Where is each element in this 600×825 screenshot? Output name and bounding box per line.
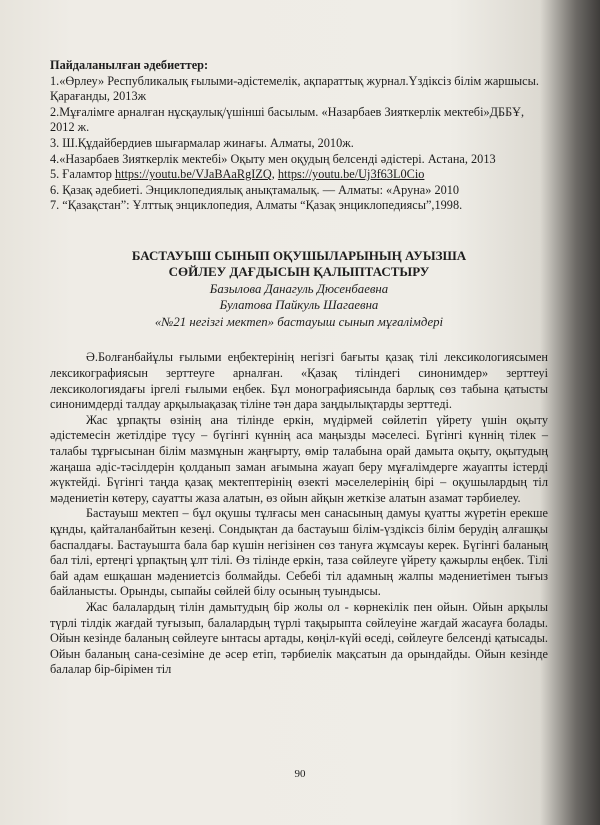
article-body xyxy=(50,350,548,677)
reference-item xyxy=(50,167,548,183)
author-name: Базылова Данагуль Дюсенбаевна xyxy=(209,281,389,296)
author-name: Булатова Пайкуль Шагаевна xyxy=(219,298,379,313)
article-title-line: СӨЙЛЕУ ДАҒДЫСЫН ҚАЛЫПТАСТЫРУ xyxy=(168,264,430,280)
reference-item: 6. Қазақ әдебиеті. Энциклопедиялық анықтамалық. — Алматы: «Аруна» 2010 xyxy=(50,182,460,197)
page-number: 90 xyxy=(294,768,306,780)
article-header xyxy=(50,248,548,331)
reference-item: 3. Ш.Құдайбердиев шығармалар жинағы. Алматы, 2010ж. xyxy=(50,135,354,150)
references-heading: Пайдаланылған әдебиеттер: xyxy=(50,58,209,72)
paragraph: Бастауыш мектеп – бұл оқушы тұлғасы мен санасының дамуы қуатты жүретін ерекше құнды, қайталанбайтын кезеңі. Сондықтан да бастауыш білім-үздіксіз білім берудің алғашқы баспалдағы. Бастауышта бала бар күшін негізінен сөз тануға жұмсауы керек. Бүгінгі баланың бал тілі, ертеңгі ұрпақтың ұлт тілі. Өз тілінде еркін, таза сөйлеуге үйрету қажырлы еңбек. Тілі бай адам ешқашан мәдениетсіз болмайды. Себебі тіл адамның жалпы мәдениетімен тығыз байланысты. Орынды, сыпайы сөйлей білу осының туындысы. xyxy=(50,506,548,599)
page-content xyxy=(50,58,548,678)
reference-item: 7. “Қазақстан”: Ұлттық энциклопедия, Алматы “Қазақ энциклопедиясы”,1998. xyxy=(50,198,463,213)
paragraph: Ә.Болғанбайұлы ғылыми еңбектерінің негізгі бағыты қазақ тілі лексикологиясымен лексикографиясын зерттеуге арналған. «Қазақ тіліндегі синонимдер» зерттеуі лексикологиядағы іргелі ғылыми еңбек. Бұл монографиясында барлық сөз табына қатысты синонимдерді талдау арқылыақазақ тіліне тән дара заңдылықтарды зерттеді. xyxy=(50,350,548,412)
reference-item: 4.«Назарбаев Зияткерлік мектебі» Оқыту мен оқудың белсенді әдістері. Астана, 2013 xyxy=(50,151,496,166)
reference-item: 2.Мұғалімге арналған нұсқаулық/үшінші басылым. «Назарбаев Зияткерлік мектебі»ДББҰ, 2012 ж. xyxy=(50,104,525,135)
reference-item: 1.«Өрлеу» Республикалық ғылыми-әдістемелік, ақпараттық журнал.Үздіксіз білім жаршысы. Қарағанды, 2013ж xyxy=(50,73,539,104)
reference-link[interactable]: https://youtu.be/Uj3f63L0Cio xyxy=(277,167,425,182)
reference-item-prefix: 5. Ғаламтор xyxy=(50,167,115,182)
author-affiliation: «№21 негізгі мектеп» бастауыш сынып мұғалімдері xyxy=(154,314,444,329)
reference-separator: , xyxy=(271,167,278,182)
paragraph: Жас ұрпақты өзінің ана тілінде еркін, мүдірмей сөйлетіп үйрету үшін оқыту әдістемесін жетілдіре түсу – бүгінгі күннің аса маңызды мәселесі. Бүгінгі күннің тілек – талабы тұрғысынан білім мазмұнын жаңғырту, өмір талабына орай дамыта оқыту, оқытудың жаңаша әдіс-тәсілдерін қолданып заман ағымына жауап беру мұғалімдерге жауапты істерді жүктейді. Бүгінгі таңда қазақ мектептерінің өзекті мәселелерінің бірі – оқушылардың тіл мәдениетін көтеру, сауатты жаза алатын, өз ойын айқын жеткізе алатын азамат тәрбиелеу. xyxy=(50,412,548,505)
paragraph: Жас балалардың тілін дамытудың бір жолы ол - көрнекілік пен ойын. Ойын арқылы түрлі тілдік жағдай туғызып, балалардың түрлі тақырыпта сөйлеуіне жағдай жасауға болады. Ойын кезінде баланың сөйлеуге ынтасы артады, көңіл-күйі өседі, сөйлеуге белсенді қатысады. Ойын баланың сана-сезіміне де әсер етіп, тәрбиелік мақсатын да орындайды. Ойын кезінде балалар бір-бірімен тіл xyxy=(50,599,548,677)
article-title-line: БАСТАУЫШ СЫНЫП ОҚУШЫЛАРЫНЫҢ АУЫЗША xyxy=(131,247,467,263)
reference-link[interactable]: https://youtu.be/VJaBAaRgIZQ xyxy=(114,167,272,182)
